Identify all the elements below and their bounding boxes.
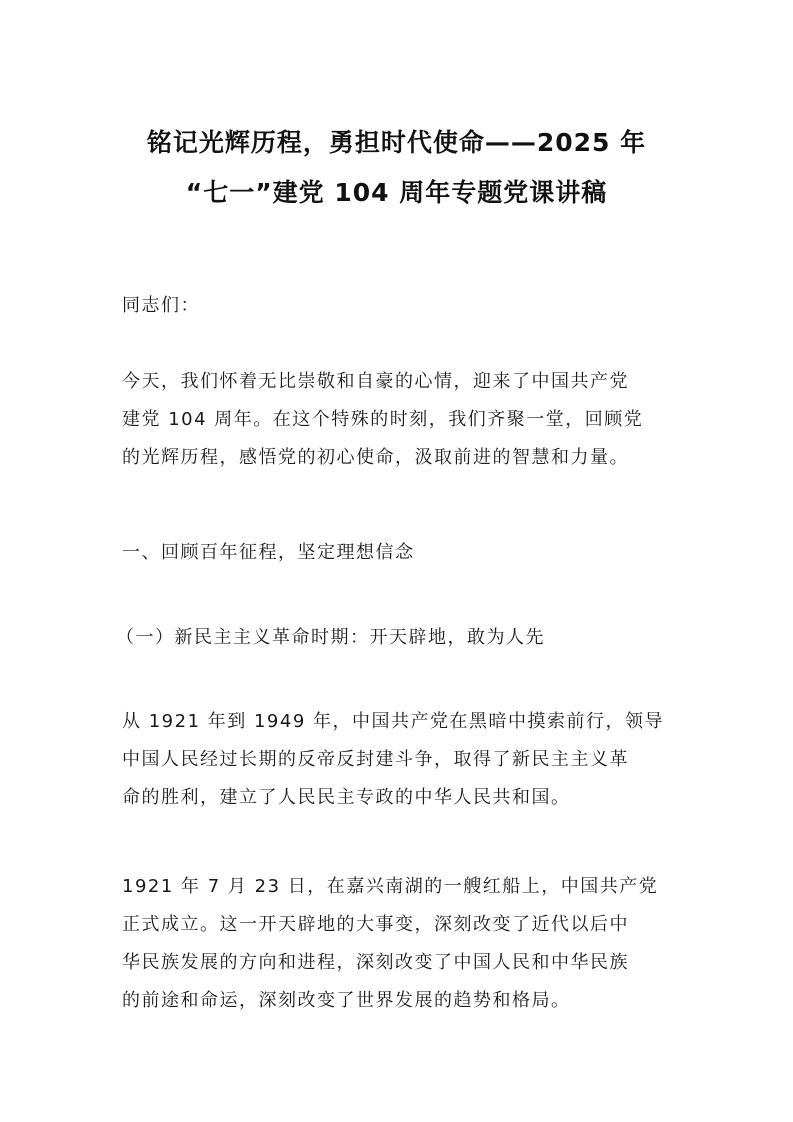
paragraph-1-line: 命的胜利，建立了人民民主专政的中华人民共和国。 [122, 787, 571, 808]
subsection-1-heading-text: （一）新民主主义革命时期：开天辟地，敢为人先 [116, 627, 545, 648]
intro-line: 今天，我们怀着无比崇敬和自豪的心情，迎来了中国共产党 [122, 371, 629, 392]
paragraph-2-line: 1921 年 7 月 23 日，在嘉兴南湖的一艘红船上，中国共产党 [122, 876, 659, 897]
subsection-1-heading [116, 619, 676, 657]
paragraph-2-line: 的前途和命运，深刻改变了世界发展的趋势和格局。 [122, 990, 571, 1011]
greeting-text: 同志们： [122, 295, 200, 316]
intro-line: 的光辉历程，感悟党的初心使命，汲取前进的智慧和力量。 [122, 447, 629, 468]
document-title-line-2: “七一”建党 104 周年专题党课讲稿 [185, 178, 608, 207]
section-1-heading-text: 一、回顾百年征程，坚定理想信念 [122, 542, 415, 563]
paragraph-2-line: 华民族发展的方向和进程，深刻改变了中国人民和中华民族 [122, 952, 629, 973]
paragraph-2-line: 正式成立。这一开天辟地的大事变，深刻改变了近代以后中 [122, 914, 629, 935]
section-1-heading [122, 534, 682, 572]
intro-paragraph [122, 363, 682, 477]
paragraph-1-line: 从 1921 年到 1949 年，中国共产党在黑暗中摸索前行，领导 [122, 711, 665, 732]
intro-line: 建党 104 周年。在这个特殊的时刻，我们齐聚一堂，回顾党 [122, 409, 644, 430]
paragraph-1 [122, 703, 682, 817]
paragraph-2 [122, 868, 682, 1020]
paragraph-1-line: 中国人民经过长期的反帝反封建斗争，取得了新民主主义革 [122, 749, 629, 770]
greeting [122, 287, 682, 325]
document-title-line-1: 铭记光辉历程，勇担时代使命——2025 年 [146, 128, 647, 157]
